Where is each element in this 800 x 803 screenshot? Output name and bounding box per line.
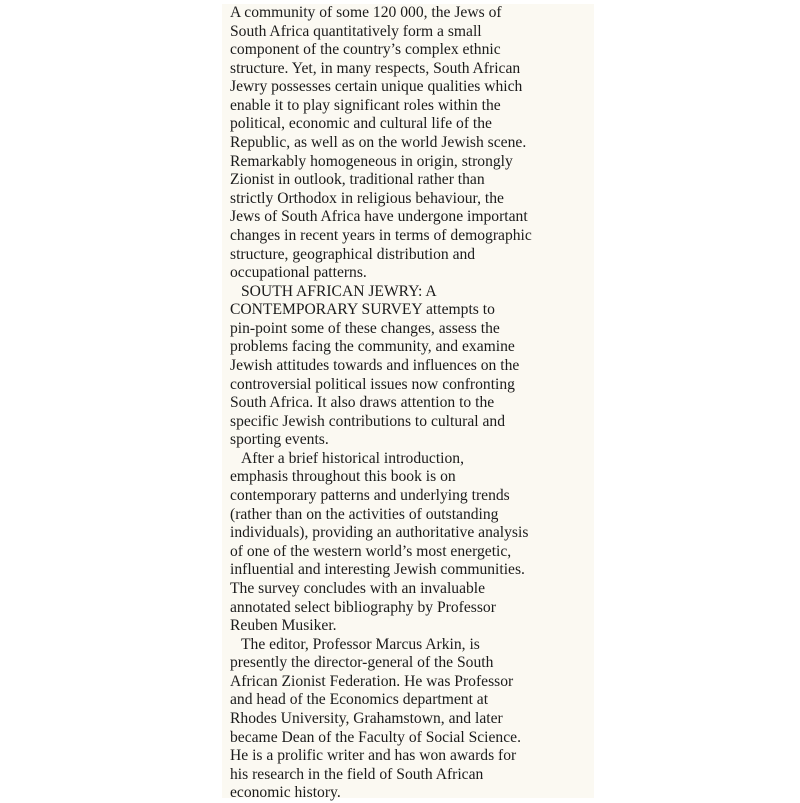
text-line: Republic, as well as on the world Jewish scene. — [230, 134, 527, 152]
text-line: presently the director-general of the South — [230, 654, 494, 672]
text-line: CONTEMPORARY SURVEY attempts to — [230, 301, 495, 319]
paragraph-introduction — [230, 4, 586, 283]
text-line: became Dean of the Faculty of Social Science. — [230, 728, 521, 746]
paragraph-editor — [230, 636, 586, 803]
text-line: structure, geographical distribution and — [230, 245, 476, 263]
text-line: annotated select bibliography by Professor — [230, 598, 496, 616]
text-line: Jewry possesses certain unique qualities which — [230, 78, 523, 96]
text-line: Reuben Musiker. — [230, 617, 337, 635]
text-line: enable it to play significant roles within the — [230, 96, 501, 114]
text-line: sporting events. — [230, 431, 329, 449]
paragraph-survey — [230, 283, 586, 450]
text-line: emphasis throughout this book is on — [230, 468, 456, 486]
text-line: of one of the western world’s most energetic, — [230, 542, 512, 560]
text-line: African Zionist Federation. He was Professor — [230, 672, 514, 690]
text-line: After a brief historical introduction, — [241, 449, 465, 467]
text-line: Jewish attitudes towards and influences on the — [230, 356, 520, 374]
text-line: Jews of South Africa have undergone important — [230, 208, 528, 226]
book-blurb-column — [222, 4, 594, 802]
text-line: contemporary patterns and underlying trends — [230, 487, 510, 505]
text-line: political, economic and cultural life of the — [230, 115, 492, 133]
text-line: The survey concludes with an invaluable — [230, 579, 486, 597]
text-line: influential and interesting Jewish communities. — [230, 561, 525, 579]
text-line: Remarkably homogeneous in origin, strongly — [230, 152, 513, 170]
text-line: changes in recent years in terms of demographic — [230, 226, 532, 244]
text-line: The editor, Professor Marcus Arkin, is — [241, 635, 480, 653]
text-line: and head of the Economics department at — [230, 691, 489, 709]
text-line: A community of some 120 000, the Jews of — [230, 4, 502, 21]
paragraph-emphasis — [230, 450, 586, 636]
text-line: individuals), providing an authoritative analysis — [230, 524, 529, 542]
text-line: occupational patterns. — [230, 264, 367, 282]
text-line: strictly Orthodox in religious behaviour, the — [230, 189, 504, 207]
text-line: SOUTH AFRICAN JEWRY: A — [241, 282, 437, 300]
text-line: problems facing the community, and examine — [230, 338, 515, 356]
text-line: his research in the field of South African — [230, 765, 484, 783]
text-line: (rather than on the activities of outstanding — [230, 505, 499, 523]
text-line: pin-point some of these changes, assess the — [230, 319, 500, 337]
text-line: specific Jewish contributions to cultural and — [230, 412, 505, 430]
text-line: South Africa. It also draws attention to the — [230, 394, 495, 412]
text-line: South Africa quantitatively form a small — [230, 22, 482, 40]
text-line: controversial political issues now confronting — [230, 375, 515, 393]
text-line: structure. Yet, in many respects, South African — [230, 59, 521, 77]
text-line: economic history. — [230, 784, 341, 802]
book-blurb-text — [230, 4, 586, 803]
text-line: Rhodes University, Grahamstown, and later — [230, 709, 503, 727]
text-line: component of the country’s complex ethnic — [230, 41, 501, 59]
text-line: He is a prolific writer and has won awards for — [230, 747, 517, 765]
text-line: Zionist in outlook, traditional rather than — [230, 171, 485, 189]
